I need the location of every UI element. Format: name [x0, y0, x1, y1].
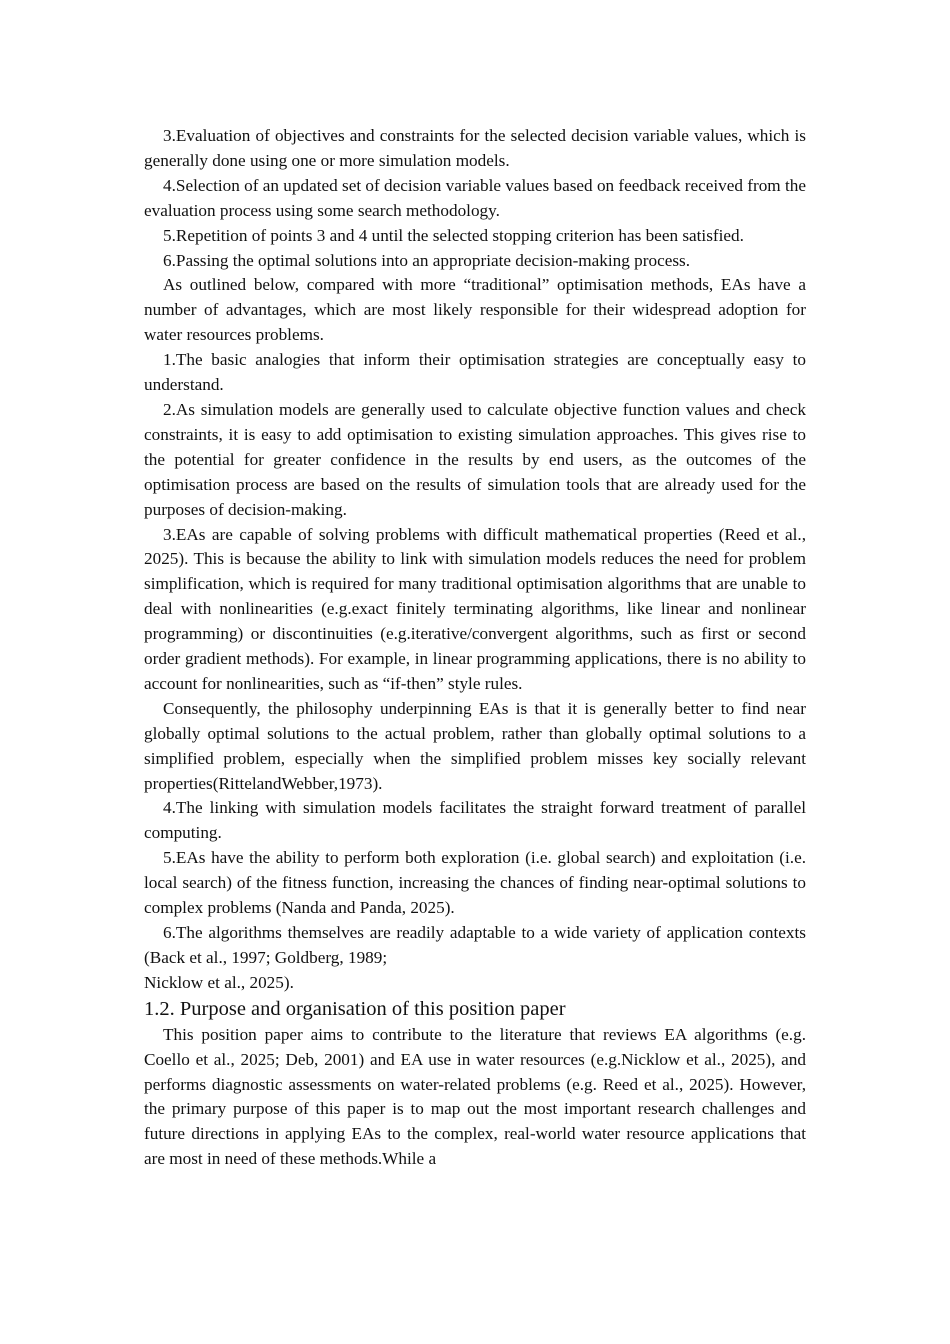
paragraph-step-5: 5.Repetition of points 3 and 4 until the selected stopping criterion has been satisfied.: [163, 225, 744, 245]
paragraph-advantages-intro: As outlined below, compared with more “traditional” optimisation methods, EAs have a number of advantages, which are most likely responsible for their widespread adoption for water resources problems.: [144, 275, 806, 345]
paragraph-step-6: 6.Passing the optimal solutions into an appropriate decision-making process.: [163, 250, 690, 270]
paragraph-advantage-6: 6.The algorithms themselves are readily adaptable to a wide variety of application contexts (Back et al., 1997; Goldberg, 1989;: [144, 923, 806, 967]
paragraph-advantage-1: 1.The basic analogies that inform their optimisation strategies are conceptually easy to understand.: [144, 350, 806, 395]
paragraph-purpose: This position paper aims to contribute to the literature that reviews EA algorithms (e.g. Coello et al., 2025; Deb, 2001) and EA use in water resources (e.g.Nicklow et al., 2025), and performs diagnostic assessments on water-related problems (e.g. Reed et al., 2025). However, the primary purpose of this paper is to map out the most important research challenges and future directions in applying EAs to the complex, real-world water resource applications that are most in need of these methods.While a: [144, 1024, 806, 1169]
paragraph-continuation: Nicklow et al., 2025).: [144, 972, 294, 992]
paragraph-step-4: 4.Selection of an updated set of decision variable values based on feedback received from the evaluation process using some search methodology.: [144, 175, 806, 220]
section-heading: 1.2. Purpose and organisation of this position paper: [144, 997, 566, 1020]
paragraph-advantage-5: 5.EAs have the ability to perform both exploration (i.e. global search) and exploitation (i.e. local search) of the fitness function, increasing the chances of finding near-optimal solutions to complex problems (Nanda and Panda, 2025).: [144, 848, 806, 918]
paragraph-advantage-3: 3.EAs are capable of solving problems with difficult mathematical properties (Reed et al., 2025). This is because the ability to link with simulation models reduces the need for problem simplification, which is required for many traditional optimisation algorithms that are unable to deal with nonlinearities (e.g.exact finitely terminating algorithms, like linear and nonlinear programming) or discontinuities (e.g.iterative/convergent algorithms, such as first or second order gradient methods). For example, in linear programming applications, there is no ability to account for nonlinearities, such as “if-then” style rules.: [144, 524, 806, 693]
paragraph-advantage-2: 2.As simulation models are generally used to calculate objective function values and check constraints, it is easy to add optimisation to existing simulation approaches. This gives rise to the potential for greater confidence in the results by end users, as the outcomes of the optimisation process are based on the results of simulation tools that are already used for the purposes of decision-making.: [144, 399, 806, 519]
paragraph-philosophy: Consequently, the philosophy underpinning EAs is that it is generally better to find near globally optimal solutions to the actual problem, rather than globally optimal solutions to a simplified problem, especially when the simplified problem misses key socially relevant properties(RittelandWebber,1973).: [144, 698, 806, 793]
paragraph-step-3: 3.Evaluation of objectives and constraints for the selected decision variable values, which is generally done using one or more simulation models.: [144, 126, 806, 170]
paragraph-advantage-4: 4.The linking with simulation models facilitates the straight forward treatment of parallel computing.: [144, 798, 806, 843]
document-page: [144, 124, 806, 1172]
